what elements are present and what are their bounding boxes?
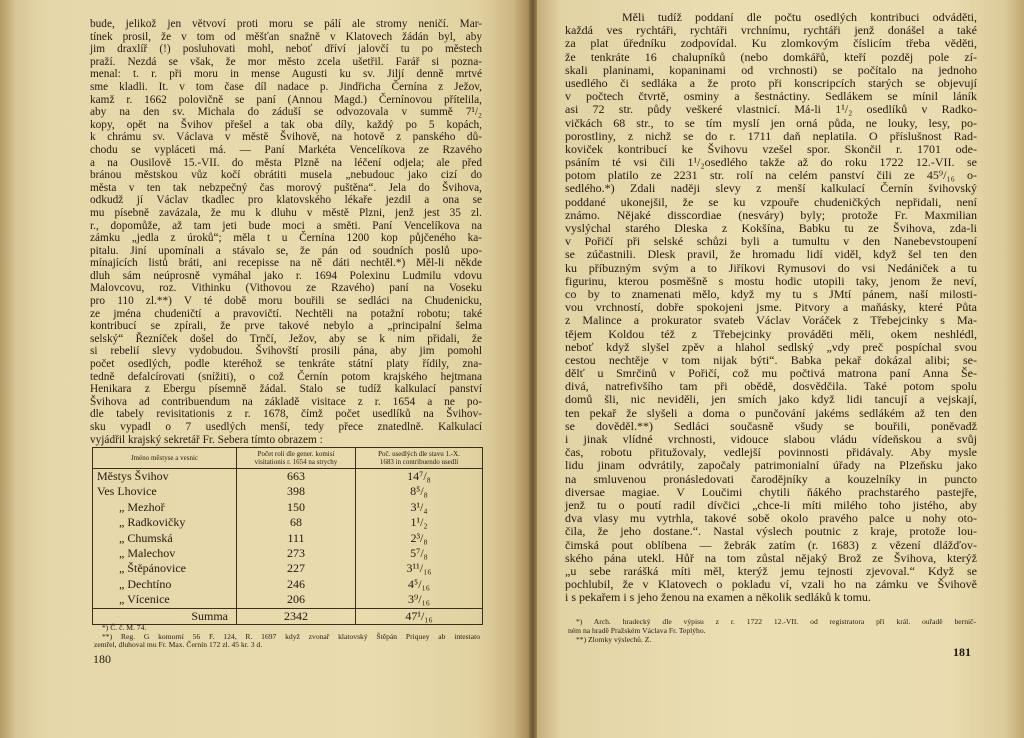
text-line: bude, jelikož jen větvoví proti moru se pálí ale stromy neničí. Mar- xyxy=(90,18,482,30)
left-footnotes xyxy=(94,624,480,650)
table-header-row xyxy=(93,448,483,469)
table-header-cell: Počet rolí dle gener. komisí visitationis r. 1654 na strychy xyxy=(237,448,356,469)
text-line: dělť u Smrčinů v Pořičí, což mu počtivá matrona paní Anna Še- xyxy=(565,366,977,381)
text-line: každá ves rychtáři, rychtáři vrchnímu, rychtáři jenž donášel a také xyxy=(565,23,977,38)
text-line: v počtech čtvrtě, osminy a šestnáctiny. Sedlákem se mínil láník xyxy=(565,89,977,104)
text-line: praží. Nezdá se však, že mor město zcela ušetřil. Farář si pozna- xyxy=(90,55,482,68)
text-line: poddané ukonejšil, že se ku vzpouře chudeničkých nepřidali, není xyxy=(565,194,977,209)
table-summa-cell: Summa xyxy=(93,608,237,624)
text-line: pitalu. Jiní upomínali a stávalo se, že pán od soudních poslů upo- xyxy=(90,244,482,257)
text-line: sku vypadl o 7 usedlých menší, tedy přece znatedlně. Kalkulací xyxy=(90,421,482,433)
table-row xyxy=(93,577,483,592)
text-line: mínajících listů bráti, ani recepisse na ně dáti nechtěl.*) Měl-li někde xyxy=(90,257,482,270)
text-line: že tenkráte 16 chalupníků (nebo domkářů, kteří pozděj pole zí- xyxy=(565,49,977,64)
table-row xyxy=(93,561,483,576)
text-line: Henikara z Ebergu písemně žádal. Stalo se tudíž kalkulací panství xyxy=(90,383,482,396)
text-line: Měli tudíž poddaní dle počtu osedlých kontribuci odváděti, xyxy=(622,10,977,24)
table-cell: 227 xyxy=(237,561,356,576)
text-line: i s pekařem i s jeho ženou na examen a několik sedláků k tomu. xyxy=(565,590,871,605)
text-line: kontribucí se zpírali, že prve takové nebylo a „principalní šelma xyxy=(90,320,482,333)
table-row xyxy=(93,546,483,561)
right-footnotes xyxy=(568,617,976,644)
table-cell: „ Chumská xyxy=(93,531,237,546)
table-cell: „ Štěpánovice xyxy=(93,561,237,576)
text-line: asi 72 str. půdy veškeré vlastnicí. Má-li 1¹/₂ osedlíků v Radko- xyxy=(565,102,977,117)
table-cell: 8⁵/₈ xyxy=(356,484,483,499)
left-page-body-text xyxy=(90,18,482,446)
text-line: města v ten tak nebzpečný čas morový puštěna“. Jela do Švihova, xyxy=(90,181,482,194)
text-line: jim draxlíř (!) posluhovati mohl, neboť dříví jalovčí tu po městech xyxy=(90,43,482,56)
contribution-table xyxy=(92,447,483,625)
page-number: 180 xyxy=(93,652,111,666)
text-line: zámku „jedla z úroků“; měla t u Černína 1200 kop půjčeného ka- xyxy=(90,232,482,245)
table-cell: 273 xyxy=(237,546,356,561)
table-cell: 68 xyxy=(237,515,356,530)
text-line: Malovcovu, roz. Vithinku (Vithovou ze Rzavého) paní na Voseku xyxy=(90,282,482,295)
text-line: k chrámu sv. Václava v městě Švihově, na hotově z panského dů- xyxy=(90,131,482,144)
text-line: koviček kontribucí ke Švihovu vzešel spor. Skončil r. 1701 ode- xyxy=(565,141,977,156)
table-cell: 246 xyxy=(237,577,356,592)
text-line: ze jména chudeničtí a pravovičtí. Nechtěli na potažní robotu; také xyxy=(90,307,482,320)
text-line: se dověděl.**) Sedláci současně všudy se bouřili, poněvadž xyxy=(565,418,977,433)
table-summa-cell: 47¹/₁₆ xyxy=(356,608,483,624)
text-line: skali planinami, kopaninami od vrchnosti) se počítalo na jednoho xyxy=(565,62,977,77)
text-line: vičkách 68 str., to se tím myslí jen orná půda, ne louky, lesy, po- xyxy=(565,115,977,130)
table-cell: 1¹/₂ xyxy=(356,515,483,530)
text-line: aby na den sv. Michala do záduší se odvozovala v summě 7¹/₂ xyxy=(90,106,482,119)
text-line: bránou městskou vůz kočí obrátiti musela „nebudouc jako cizí do xyxy=(90,169,482,182)
text-line: na smluvenou pronásledovati čarodějníky a kouzelníky in puncto xyxy=(565,471,977,486)
table-cell: „ Malechov xyxy=(93,546,237,561)
table-cell: Ves Lhovice xyxy=(93,484,237,499)
text-line: figurinu, kterou posměšně s mostu hodic utopili taky, jenom že neví, xyxy=(565,273,977,288)
text-line: čila, že jeho dostane.“. Nastal výslech poutnic z kraje, protože lou- xyxy=(565,524,977,539)
text-line: psáním té vsi čili 1¹/₂osedlého takže až do roku 1722 12.-VII. se xyxy=(565,155,977,170)
text-line: v Pořičí při selské schůzi byli a tumultu v den Nanebevstoupení xyxy=(565,234,977,249)
text-line: vou vrchností, dobře spokojeni jsme. Pitvory a maňásky, které Půta xyxy=(565,300,977,315)
table-summa-cell: 2342 xyxy=(237,608,356,624)
text-line: z Malince a prokurator svateb Václav Voráček z Třebejcinky s Ma- xyxy=(565,313,977,328)
table-cell: „ Dechtíno xyxy=(93,577,237,592)
footnote-line: *) Arch. hradecký dle výpisu z r. 1722 12.-VII. od registratora při král. ouřadě bernič- xyxy=(576,617,976,626)
text-line: dva vlasy mu vytrhla, takové sobě okolo pravého palce u nohy oto- xyxy=(565,511,977,526)
table-cell: 4⁵/₁₆ xyxy=(356,577,483,592)
text-line: tějem Koldou též z Třebejcinky prováděti měli, okem neshlédl, xyxy=(565,326,977,341)
text-line: si rebelií slevy vydobudou. Švihovští prosili pána, aby jim pomohl xyxy=(90,345,482,358)
table-cell: 150 xyxy=(237,500,356,515)
table-summa-row xyxy=(93,608,483,624)
table-cell: „ Mezhoř xyxy=(93,500,237,515)
table-row xyxy=(93,500,483,515)
table-cell: 111 xyxy=(237,531,356,546)
table-header-cell: Jméno městyse a vesnic xyxy=(93,448,237,469)
text-line: menal: t. r. při moru in mense Augusti ku sv. Jiljí denně mrtvé xyxy=(90,68,482,81)
footnote-line: *) Č. č. M. 74. xyxy=(102,623,147,632)
footnote-line: zemřel, dluhoval mu Fr. Max. Černín 172 zl. 45 kr. 3 d. xyxy=(94,640,263,650)
text-line: ku příbuzným svým a to Jiříkovi Rymusovi do vsi Nedániček a tu xyxy=(565,260,977,275)
text-line: kamž r. 1662 polovičně se paní (Annou Magd.) Černínovou přítelila, xyxy=(90,93,482,106)
table-cell: „ Vícenice xyxy=(93,592,237,608)
text-line: sme kladli. It. v tom čase díl nadace p. Jindřicha Černína z Ježov, xyxy=(90,80,482,93)
text-line: ten pekař že slyšeli a doma o punčování jakéms sedlákém až ten den xyxy=(565,405,977,420)
footnote-line: ném na hradě Pražském Václava Fr. Teplýho. xyxy=(568,626,706,635)
table-cell: 3¹/₄ xyxy=(356,500,483,515)
text-line: počet osedlých, podle kteréhož se tenkráte státní platy řídily, zna- xyxy=(90,358,482,371)
table-row xyxy=(93,484,483,499)
table-row xyxy=(93,515,483,530)
table-cell: 3¹¹/₁₆ xyxy=(356,561,483,576)
text-line: vyslýchal starého Dleska z Kokšína, Babku tu ze Švihova, zda-li xyxy=(565,221,977,235)
text-line: mu písebně zavázala, že mu k dluhu v městě Plzni, jenž jest 35 zl. xyxy=(90,206,482,219)
text-line: a na Ousilově 15.-VII. do města Plzně na léčení odjela; ale před xyxy=(90,156,482,169)
text-line: i jinak vlídné vrchnosti, vidouce slabou vládu vídeňskou a svůj xyxy=(565,432,977,446)
footnote-line: **) Reg. G komorní 56 F. 124, R. 1697 když zvonař klatovský Štěpán Priquey ab intestato xyxy=(102,631,480,641)
text-line: chodu se vypláceti má. — Paní Markéta Vencelíkova ze Rzavého xyxy=(90,143,482,156)
text-line: usedlého či sedláka a že proto při konscripcích starých se objevují xyxy=(565,75,977,90)
table-cell: 5⁷/₈ xyxy=(356,546,483,561)
page-number: 181 xyxy=(953,645,971,659)
text-line: pro 110 zl.**) V té době moru bouřili se sedláci na Chudenicku, xyxy=(90,295,482,308)
footnote-line: **) Zlomky výslechů. Z. xyxy=(576,635,652,644)
text-line: Švihova ad contribuendum na základě visitace z r. 1654 a ne po- xyxy=(90,395,482,408)
table-cell: 398 xyxy=(237,484,356,499)
text-line: tínek prosil, že v tom od měšťan snažně v Klatovech žádán byl, aby xyxy=(90,30,482,43)
text-line: r., dopomůže, až tam jeti bude moci a směti. Paní Vencelíkova na xyxy=(90,219,482,232)
table-header-cell: Poč. usedlých dle stavu 1.-X. 1683 in contribuendo usedlí xyxy=(356,448,483,469)
text-line: co by to znamenati mělo, když my tu s JMtí pánem, naší milosti- xyxy=(565,286,977,301)
text-line: dle tabely revisitationis z r. 1678, čímž počet usedlíků na Švihov- xyxy=(90,408,482,421)
text-line: se zúčastnili. Dlesk pravil, že hromadu lidí viděl, když šel ten den xyxy=(565,247,977,262)
table-cell: 663 xyxy=(237,469,356,485)
text-line: odkudž jí Václav tkadlec pro klatovského lékaře jezdil a ona se xyxy=(90,194,482,207)
table-body xyxy=(93,469,483,625)
text-line: sedlého.*) Zdali naději slevy z menší kalkulací Černín švihovský xyxy=(565,181,977,196)
table-cell: Městys Švihov xyxy=(93,469,237,485)
text-line: potom platilo ze 2231 str. rolí na celém panství čili ze 45⁹/₁₆ o- xyxy=(565,168,977,183)
text-line: „u sebe rarášká míti měl, kterýž jemu tejnosti zjevoval.“ Když se xyxy=(565,563,977,578)
right-page-body-text xyxy=(565,11,977,604)
table-cell: 2³/₈ xyxy=(356,531,483,546)
text-line: selský“ Řezníček došel do Trnčí, Ježov, aby se k nim přidali, že xyxy=(90,332,482,345)
table-cell: 3⁹/₁₆ xyxy=(356,592,483,608)
table-row xyxy=(93,592,483,608)
text-line: diversae magiae. V Loučimi chytili ňákého prachstarého pastejře, xyxy=(565,484,977,499)
text-line: porostliny, z nichž se do r. 1711 daň neplatila. O příslušnost Rad- xyxy=(565,128,977,143)
text-line: za plat úředníku zodpovídal. Ku zlomkovým číslicím třeba věděti, xyxy=(565,36,977,51)
text-line: čas, robotu přitužovaly, vedlejší povinnosti přidávaly. Aby mysle xyxy=(565,445,977,460)
text-line: domů šli, nic neviděli, jen smích jako když lidi tancují a vejskají, xyxy=(565,392,977,407)
table-cell: „ Radkovičky xyxy=(93,515,237,530)
table-cell: 14⁷/₈ xyxy=(356,469,483,485)
book-gutter xyxy=(529,0,537,738)
table-row xyxy=(93,531,483,546)
text-line: divá, natrefivšího tam při obědě, dosvědčila. Také potom spolu xyxy=(565,379,977,394)
text-line: cestou nechtěje v tom nijak býti“. Babka pekař dokázal alibi; se- xyxy=(565,352,977,367)
text-line: neboť když slyšel zpěv a hlahol sedlský „vdy preč pospíchal svou xyxy=(565,339,977,354)
text-line: známo. Nějaké disscordiae (nesváry) byly; protože Fr. Maxmilian xyxy=(565,207,977,222)
table-row xyxy=(93,469,483,485)
text-line: vyjádřil krajský sekretář Fr. Sebera tímto obrazem : xyxy=(90,433,323,446)
text-line: lidu jinam odvrátily, započaly patrimonialní úřady na Plzeňsku jako xyxy=(565,458,977,473)
text-line: tedně defalcírovati (snížiti), o což Černín potom krajského hejtmana xyxy=(90,370,482,383)
text-line: čimská pout oblíbena — žebrák zatím (r. 1683) z vězení dlážďov- xyxy=(565,537,977,552)
table-cell: 206 xyxy=(237,592,356,608)
text-line: jenž tu o poutí radil dívčici „chce-li míti milého toho jistého, aby xyxy=(565,497,977,512)
text-line: kopy, opět na Švihov přešel a tak oba díly, každý po 5 kopách, xyxy=(90,118,482,131)
text-line: pochlubil, že v Klatovech o pokladu ví, vzali ho na zámku ve Švihově xyxy=(565,577,977,592)
text-line: ského pána utekl. Hůř na tom zůstal nějaký Brož ze Švihova, kterýž xyxy=(565,550,977,565)
text-line: dluh sám neúprosně vymáhal jako r. 1694 Polexinu Ludmilu vdovu xyxy=(90,269,482,282)
